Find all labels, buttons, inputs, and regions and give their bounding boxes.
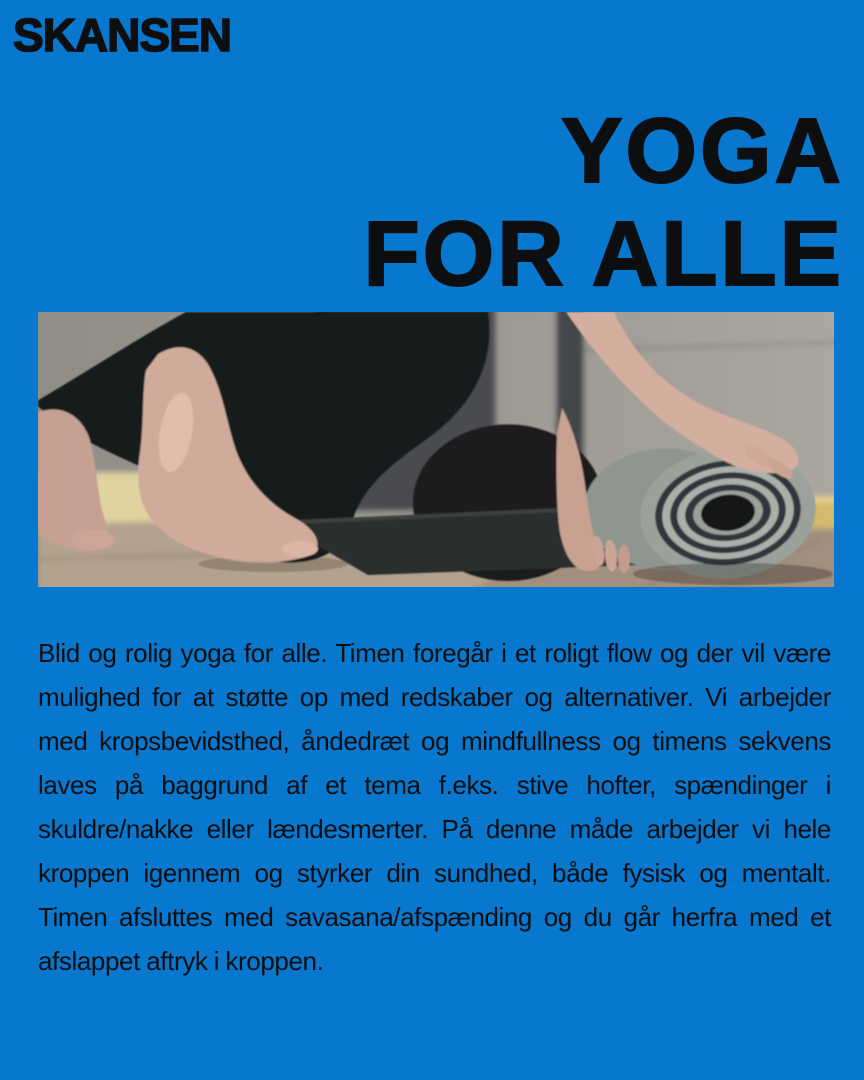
brand-logo: SKANSEN bbox=[13, 9, 231, 61]
class-description: Blid og rolig yoga for alle. Timen foregår i et roligt flow og der vil være mulighed for at støtte op med redskaber og alternativer. Vi arbejder med kropsbevidsthed, åndedræt og mindfullness og timens sekvens laves på baggrund af et tema f.eks. stive hofter, spændinger i skuldre/nakke eller lændesmerter. På denne måde arbejder vi hele kroppen igennem og styrker din sundhed, både fysisk og mentalt. Timen afsluttes med savasana/afspænding og du går herfra med et afslappet aftryk i kroppen. bbox=[38, 638, 831, 976]
yoga-photo bbox=[38, 312, 834, 587]
page-title-line2: FOR ALLE bbox=[363, 203, 844, 305]
page-title bbox=[363, 100, 844, 306]
page-title-line1: YOGA bbox=[561, 100, 844, 202]
